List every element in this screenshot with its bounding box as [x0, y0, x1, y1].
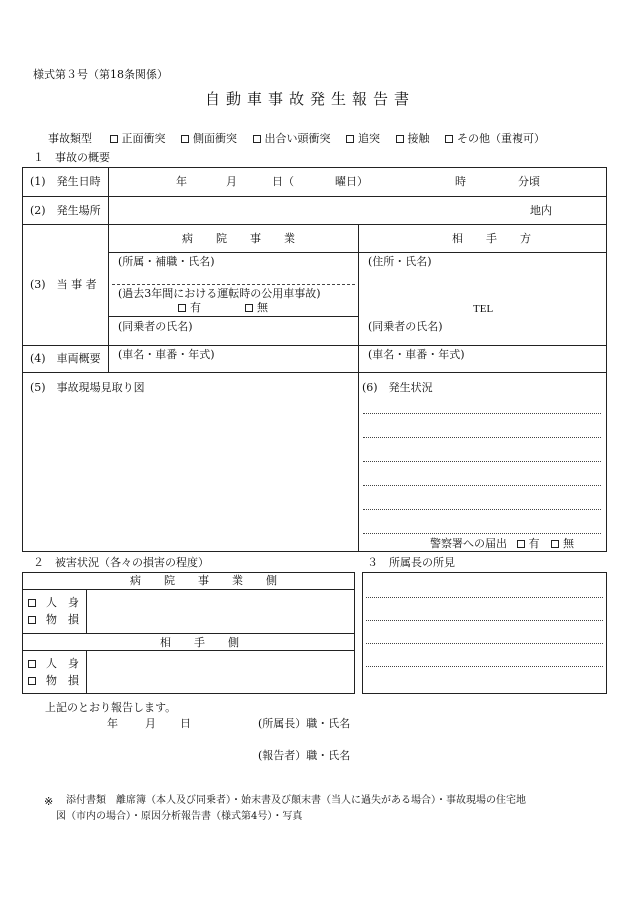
- checkbox-icon[interactable]: [28, 599, 36, 607]
- checkbox-icon[interactable]: [445, 135, 453, 143]
- sketch-area[interactable]: [26, 396, 354, 548]
- police-report-row: [430, 538, 574, 549]
- day-unit: 日（: [272, 175, 294, 188]
- passengers-right-label: (同乗者の氏名): [368, 320, 443, 333]
- hospital-personal[interactable]: 人 身: [28, 597, 79, 608]
- checkbox-icon[interactable]: [28, 677, 36, 685]
- page-title: 自動車事故発生報告書: [205, 90, 416, 108]
- option-side[interactable]: 側面衝突: [181, 132, 237, 145]
- label-situation: (6) 発生状況: [362, 381, 433, 394]
- affiliation-label: (所属・補職・氏名): [118, 255, 215, 268]
- footer-month: 月: [145, 717, 156, 730]
- police-label: 警察署への届出: [430, 537, 507, 550]
- party-property[interactable]: 物 損: [28, 675, 79, 686]
- vehicle-left-label: (車名・車番・年式): [118, 348, 215, 361]
- tel-label: TEL: [473, 303, 494, 315]
- section2-heading: ２ 被害状況（各々の損害の程度）: [33, 556, 209, 569]
- checkbox-icon[interactable]: [346, 135, 354, 143]
- checkbox-icon[interactable]: [178, 304, 186, 312]
- vehicle-right-label: (車名・車番・年式): [368, 348, 465, 361]
- section3-heading: ３ 所属長の所見: [367, 556, 455, 569]
- police-yes[interactable]: 有: [517, 537, 540, 550]
- reporter-signature-label: (報告者）職・氏名: [258, 749, 351, 762]
- weekday-unit: 曜日）: [335, 175, 368, 188]
- option-head-on[interactable]: 正面衝突: [110, 132, 166, 145]
- label-location: (2) 発生場所: [30, 204, 101, 217]
- past-accidents-no[interactable]: 無: [245, 302, 268, 313]
- label-sketch: (5) 事故現場見取り図: [30, 381, 145, 394]
- label-vehicle: (4) 車両概要: [30, 352, 101, 365]
- note-line-2: 図（市内の場合）・原因分析報告書（様式第4号）・写真: [56, 811, 303, 822]
- checkbox-icon[interactable]: [245, 304, 253, 312]
- checkbox-icon[interactable]: [110, 135, 118, 143]
- footer-day: 日: [180, 717, 191, 730]
- year-unit: 年: [176, 175, 187, 188]
- label-parties: (3) 当 事 者: [30, 278, 97, 291]
- hospital-property[interactable]: 物 損: [28, 614, 79, 625]
- option-crossing[interactable]: 出合い頭衝突: [253, 132, 331, 145]
- hospital-header: 病 院 事 業: [182, 232, 301, 245]
- date-time-field[interactable]: [115, 172, 595, 192]
- note-mark: ※: [44, 795, 54, 808]
- checkbox-icon[interactable]: [253, 135, 261, 143]
- checkbox-icon[interactable]: [28, 616, 36, 624]
- minute-unit: 分頃: [518, 175, 540, 188]
- option-other[interactable]: その他（重複可）: [445, 132, 545, 145]
- checkbox-icon[interactable]: [181, 135, 189, 143]
- police-no[interactable]: 無: [551, 537, 574, 550]
- party-header: 相 手 方: [452, 232, 537, 245]
- location-suffix: 地内: [530, 204, 552, 217]
- label-date-time: (1) 発生日時: [30, 175, 101, 188]
- accident-type-label: 事故類型: [48, 132, 92, 145]
- option-rear-end[interactable]: 追突: [346, 132, 380, 145]
- past-accidents-label: (過去3年間における運転時の公用車事故): [118, 287, 321, 300]
- party-side-header: 相 手 側: [160, 636, 245, 649]
- past-accidents-yes[interactable]: 有: [178, 302, 201, 313]
- passengers-left-label: (同乗者の氏名): [118, 320, 193, 333]
- section1-heading: １ 事故の概要: [33, 151, 110, 164]
- checkbox-icon[interactable]: [551, 540, 559, 548]
- director-signature-label: (所属長）職・氏名: [258, 717, 351, 730]
- form-number: 様式第３号（第18条関係）: [33, 68, 168, 81]
- accident-type-row: [48, 133, 545, 144]
- footer-year: 年: [107, 717, 118, 730]
- checkbox-icon[interactable]: [28, 660, 36, 668]
- note-line-1: 添付書類 離席簿（本人及び同乗者）・始末書及び顛末書（当人に過失がある場合）・事故現場の住宅地: [66, 795, 526, 806]
- option-contact[interactable]: 接触: [396, 132, 430, 145]
- director-opinion-box[interactable]: [362, 572, 607, 694]
- party-personal[interactable]: 人 身: [28, 658, 79, 669]
- location-field[interactable]: [115, 200, 515, 220]
- hour-unit: 時: [455, 175, 466, 188]
- checkbox-icon[interactable]: [517, 540, 525, 548]
- reported-statement: 上記のとおり報告します。: [45, 701, 177, 714]
- checkbox-icon[interactable]: [396, 135, 404, 143]
- hospital-side-header: 病 院 事 業 側: [130, 574, 283, 587]
- month-unit: 月: [226, 175, 237, 188]
- address-label: (住所・氏名): [368, 255, 432, 268]
